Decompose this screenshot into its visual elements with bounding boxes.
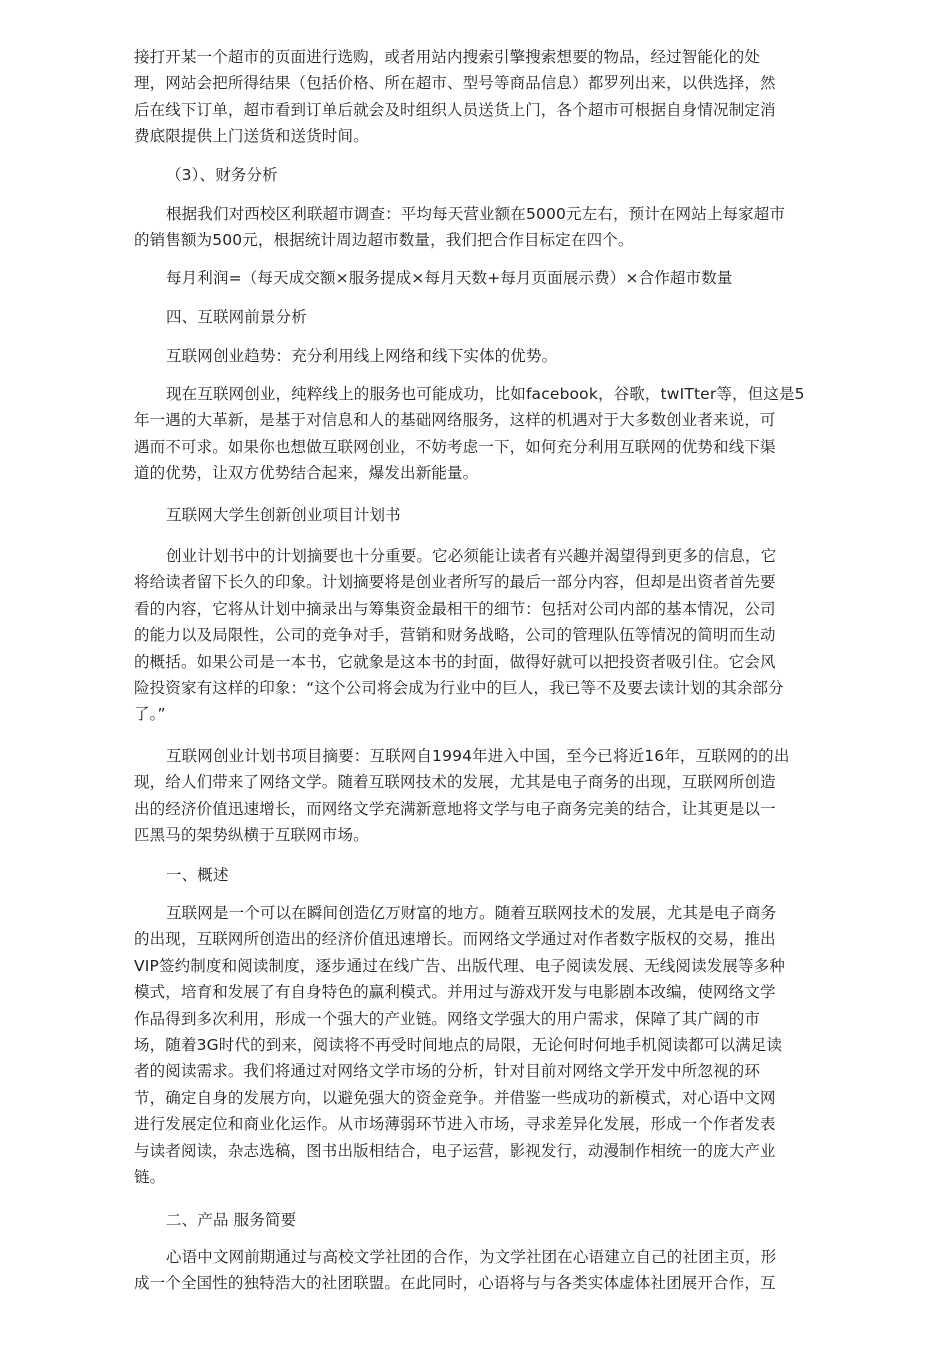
heading-overview: 一、概述	[166, 866, 229, 884]
profit-formula: 每月利润=（每天成交额×服务提成×每月天数+每月页面展示费）×合作超市数量	[166, 269, 733, 287]
heading-product-service: 二、产品 服务简要	[166, 1211, 297, 1229]
paragraph-plan-summary: 创业计划书中的计划摘要也十分重要。它必须能让读者有兴趣并渴望得到更多的信息，它 将给读者留下长久的印象。计划摘要将是创业者所写的最后一部分内容，但却是出资者首先要 看的内容，它将从计划中摘录出与筹集资金最相干的细节：包括对公司内部的基本情况，公司 的能力以及局限性，公司的竞争对手，营销和财务战略，公司的管理队伍等情况的简明而生动 的概括。如果公司是一本书，它就象是这本书的封面，做得好就可以把投资者吸引住。它会风 险投资家有这样的印象：“这个公司将会成为行业中的巨人，我已等不及要去读计划的其余部分 了。”	[134, 547, 784, 724]
heading-internet-outlook: 四、互联网前景分析	[166, 308, 307, 326]
paragraph-internet-startup: 现在互联网创业，纯粹线上的服务也可能成功，比如facebook，谷歌，twITter等，但这是5 年一遇的大革新，是基于对信息和人的基础网络服务，这样的机遇对于大多数创业者来说，可 遇而不可求。如果你也想做互联网创业，不妨考虑一下，如何充分利用互联网的优势和线下渠 道的优势，让双方优势结合起来，爆发出新能量。	[134, 385, 805, 483]
paragraph-survey: 根据我们对西校区利联超市调查：平均每天营业额在5000元左右，预计在网站上每家超市 的销售额为500元，根据统计周边超市数量，我们把合作目标定在四个。	[134, 205, 786, 250]
paragraph-project-summary: 互联网创业计划书项目摘要：互联网自1994年进入中国，至今已将近16年，互联网的的出 现，给人们带来了网络文学。随着互联网技术的发展，尤其是电子商务的出现，互联网所创造 出的经济价值迅速增长，而网络文学充满新意地将文学与电子商务完美的结合，让其更是以一 匹黑马的架势纵横于互联网市场。	[134, 747, 790, 845]
heading-plan-title: 互联网大学生创新创业项目计划书	[166, 506, 401, 524]
paragraph-supermarket-ordering: 接打开某一个超市的页面进行选购，或者用站内搜索引擎搜索想要的物品，经过智能化的处 理，网站会把所得结果（包括价格、所在超市、型号等商品信息）都罗列出来，以供选择，然 后在线下订单，超市看到订单后就会及时组织人员送货上门，各个超市可根据自身情况制定消 费底限提供上门送货和送货时间。	[134, 48, 776, 146]
heading-financial-analysis: （3）、财务分析	[166, 166, 278, 184]
paragraph-internet-trend: 互联网创业趋势：充分利用线上网络和线下实体的优势。	[166, 347, 558, 365]
paragraph-overview: 互联网是一个可以在瞬间创造亿万财富的地方。随着互联网技术的发展，尤其是电子商务 的出现，互联网所创造出的经济价值迅速增长。而网络文学通过对作者数字版权的交易，推出 VIP签约制度和阅读制度，逐步通过在线广告、出版代理、电子阅读发展、无线阅读发展等多种 模式，培育和发展了有自身特色的赢利模式。并用过与游戏开发与电影剧本改编，使网络文学 作品得到多次利用，形成一个强大的产业链。网络文学强大的用户需求，保障了其广阔的市 场，随着3G时代的到来，阅读将不再受时间地点的局限，无论何时何地手机阅读都可以满足读 者的阅读需求。我们将通过对网络文学市场的分析，针对目前对网络文学开发中所忽视的环 节，确定自身的发展方向，以避免强大的资金竞争。并借鉴一些成功的新模式，对心语中文网 进行发展定位和商业化运作。从市场薄弱环节进入市场，寻求差异化发展，形成一个作者发表 与读者阅读，杂志选稿，图书出版相结合，电子运营，影视发行，动漫制作相统一的庞大产业 链。	[134, 904, 785, 1187]
paragraph-product-service: 心语中文网前期通过与高校文学社团的合作，为文学社团在心语建立自己的社团主页，形 成一个全国性的独特浩大的社团联盟。在此同时，心语将与与各类实体虚体社团展开合作，互	[134, 1248, 777, 1293]
